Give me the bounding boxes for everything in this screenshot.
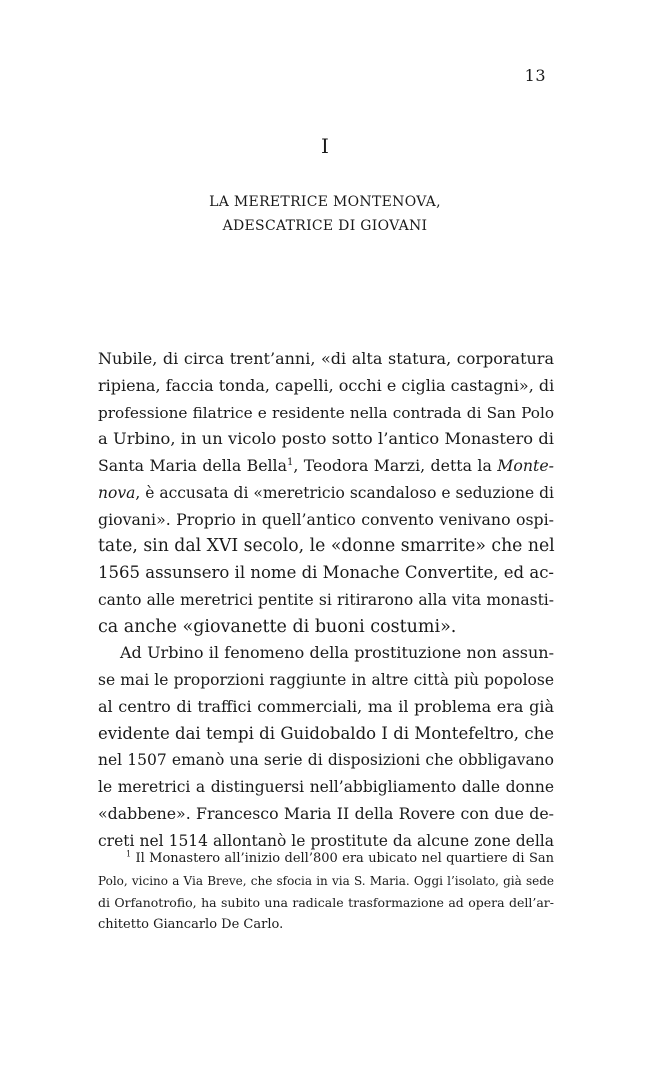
footnote-line (98, 848, 554, 870)
body-line: nel 1507 emanò una serie di disposizioni che obbligavano (98, 751, 554, 770)
footnote-reference[interactable]: 1 (286, 456, 294, 468)
chapter-title (0, 190, 650, 238)
body-line: se mai le proporzioni raggiunte in altre città più popolose (98, 671, 554, 689)
body-line: canto alle meretrici pentite si ritirarono alla vita monasti- (98, 590, 554, 609)
body-line: «dabbene». Francesco Maria II della Rovere con due de- (98, 803, 554, 823)
body-text (98, 346, 554, 854)
footnote-line: chitetto Giancarlo De Carlo. (98, 917, 284, 932)
footnotes (98, 848, 554, 936)
body-line: Nubile, di circa trent’anni, «di alta statura, corporatura (98, 349, 554, 368)
body-text-segment: , è accusata di «meretricio scandaloso e seduzione di (135, 483, 554, 502)
body-line: Ad Urbino il fenomeno della prostituzione non assun- (120, 643, 554, 663)
body-line: professione filatrice e residente nella contrada di San Polo (98, 403, 554, 422)
body-line: ripiena, faccia tonda, capelli, occhi e ciglia castagni», di (98, 375, 555, 395)
body-line: giovani». Proprio in quell’antico convento venivano ospi- (98, 509, 554, 529)
body-line (98, 480, 554, 507)
body-line (98, 453, 554, 480)
footnote-line: di Orfanotrofio, ha subito una radicale trasformazione ad opera dell’ar- (98, 895, 554, 910)
chapter-title-line-2: ADESCATRICE DI GIOVANI (222, 218, 428, 234)
body-line: evidente dai tempi di Guidobaldo I di Montefeltro, che (98, 723, 554, 743)
footnote-line: Polo, vicino a Via Breve, che sfocia in via S. Maria. Oggi l’isolato, già sede (98, 874, 554, 888)
body-line: creti nel 1514 allontanò le prostitute da alcune zone della (98, 831, 554, 850)
body-line: le meretrici a distinguersi nell’abbigliamento dalle donne (98, 778, 554, 796)
footnote-marker: 1 (126, 849, 132, 859)
body-line: tate, sin dal XVI secolo, le «donne smarrite» che nel (98, 536, 555, 557)
body-text-segment: , Teodora Marzi, detta la (293, 456, 498, 475)
body-line: 1565 assunsero il nome di Monache Convertite, ed ac- (98, 563, 555, 582)
body-line: ca anche «giovanette di buoni costumi». (98, 616, 457, 637)
chapter-number: I (321, 134, 329, 158)
footnote-text-segment: Il Monastero all’inizio dell’800 era ubicato nel quartiere di San (131, 851, 554, 866)
italic-name: Monte- (497, 456, 554, 475)
body-line: al centro di traffici commerciali, ma il problema era già (98, 696, 554, 716)
body-text-segment: Santa Maria della Bella (98, 456, 287, 475)
body-line: a Urbino, in un vicolo posto sotto l’antico Monastero di (98, 429, 554, 449)
chapter-title-line-1: LA MERETRICE MONTENOVA, (209, 194, 441, 210)
page-number: 13 (524, 66, 546, 85)
italic-name: nova (98, 483, 136, 502)
